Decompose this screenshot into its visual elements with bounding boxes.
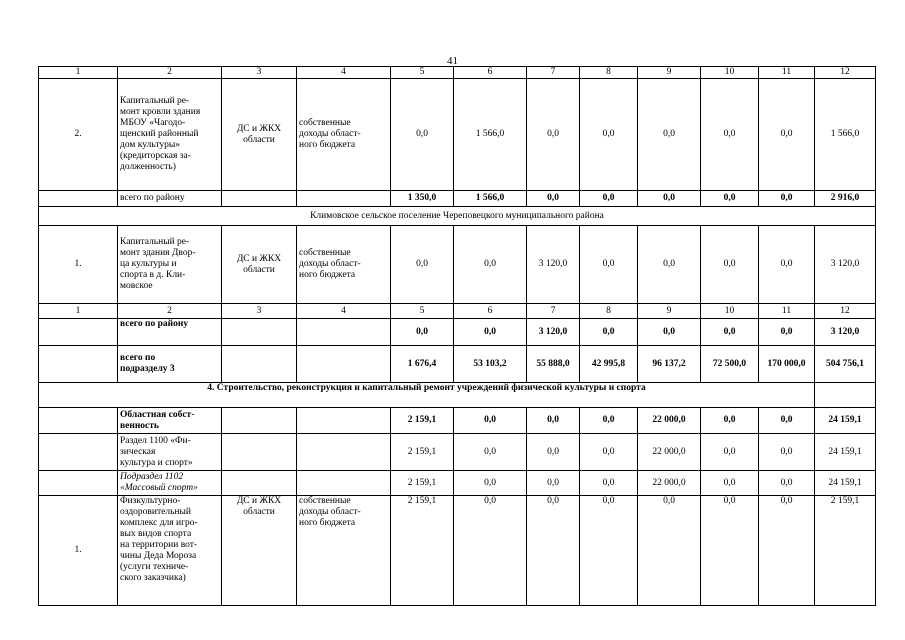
funding-source: собственные доходы област- ного бюджета (297, 496, 391, 606)
value-cell: 0,0 (638, 191, 701, 207)
value-cell: 0,0 (638, 496, 701, 606)
value-cell: 0,0 (454, 319, 527, 346)
table-row (39, 434, 876, 471)
column-number: 9 (638, 67, 701, 79)
executor: ДС и ЖКХ области (222, 79, 297, 191)
value-cell: 3 120,0 (815, 319, 876, 346)
executor: ДС и ЖКХ области (222, 496, 297, 606)
value-cell: 0,0 (701, 434, 759, 471)
value-cell: 2 159,1 (391, 434, 454, 471)
value-cell: 0,0 (701, 191, 759, 207)
value-cell: 0,0 (759, 226, 815, 304)
executor: ДС и ЖКХ области (222, 226, 297, 304)
column-number: 5 (391, 67, 454, 79)
value-cell: 0,0 (527, 434, 580, 471)
value-cell: 0,0 (391, 79, 454, 191)
value-cell: 0,0 (759, 79, 815, 191)
total-label: всего по району (118, 191, 222, 207)
value-cell: 3 120,0 (527, 226, 580, 304)
column-number: 2 (118, 67, 222, 79)
column-number-row (39, 67, 876, 79)
object-name: Капитальный ре- монт здания Двор- ца культуры и спорта в д. Кли- мовское (118, 226, 222, 304)
value-cell: 0,0 (701, 319, 759, 346)
value-cell: 24 159,1 (815, 408, 876, 434)
value-cell: 504 756,1 (815, 346, 876, 383)
value-cell: 22 000,0 (638, 408, 701, 434)
row-number: 2. (39, 79, 118, 191)
value-cell: 0,0 (580, 226, 638, 304)
value-cell: 2 159,1 (391, 408, 454, 434)
funding-source: собственные доходы област- ного бюджета (297, 79, 391, 191)
column-number: 1 (39, 67, 118, 79)
value-cell: 0,0 (701, 79, 759, 191)
column-number: 12 (815, 67, 876, 79)
value-cell: 0,0 (759, 319, 815, 346)
section-title: 4. Строительство, реконструкция и капитальный ремонт учреждений физической культуры и спорта (39, 383, 815, 408)
value-cell: 0,0 (391, 319, 454, 346)
column-number: 11 (759, 304, 815, 319)
row-label: Областная собст- венность (118, 408, 222, 434)
column-number: 7 (527, 304, 580, 319)
table-row (39, 496, 876, 606)
value-cell: 72 500,0 (701, 346, 759, 383)
value-cell: 22 000,0 (638, 434, 701, 471)
value-cell: 0,0 (701, 496, 759, 606)
column-number: 10 (701, 67, 759, 79)
value-cell: 0,0 (580, 434, 638, 471)
section-title: Климовское сельское поселение Череповецкого муниципального района (39, 207, 876, 226)
value-cell: 0,0 (638, 79, 701, 191)
section-row (39, 383, 876, 408)
value-cell: 96 137,2 (638, 346, 701, 383)
column-number: 12 (815, 304, 876, 319)
value-cell: 0,0 (759, 471, 815, 496)
value-cell: 0,0 (527, 79, 580, 191)
value-cell: 0,0 (454, 408, 527, 434)
object-name: Капитальный ре- монт кровли здания МБОУ «Чагодо- щенский районный дом культуры» (кредиторская за- долженность) (118, 79, 222, 191)
row-label: Раздел 1100 «Фи- зическая культура и спорт» (118, 434, 222, 471)
value-cell: 1 676,4 (391, 346, 454, 383)
column-number: 9 (638, 304, 701, 319)
object-name: Физкультурно- оздоровительный комплекс для игро- вых видов спорта на территории вот- чины Деда Мороза (услуги техниче- ского заказчика) (118, 496, 222, 606)
table-row (39, 79, 876, 191)
value-cell: 1 350,0 (391, 191, 454, 207)
value-cell: 0,0 (454, 434, 527, 471)
table-row (39, 319, 876, 346)
column-number: 8 (580, 67, 638, 79)
table-row (39, 226, 876, 304)
value-cell: 0,0 (759, 191, 815, 207)
value-cell: 2 916,0 (815, 191, 876, 207)
value-cell: 0,0 (759, 496, 815, 606)
column-number: 6 (454, 67, 527, 79)
value-cell: 3 120,0 (815, 226, 876, 304)
budget-table (38, 66, 876, 606)
value-cell: 2 159,1 (391, 471, 454, 496)
value-cell: 22 000,0 (638, 471, 701, 496)
value-cell: 0,0 (701, 226, 759, 304)
column-number: 10 (701, 304, 759, 319)
value-cell: 0,0 (759, 408, 815, 434)
value-cell: 0,0 (391, 226, 454, 304)
value-cell: 42 995,8 (580, 346, 638, 383)
value-cell: 0,0 (527, 496, 580, 606)
value-cell: 3 120,0 (527, 319, 580, 346)
column-number: 6 (454, 304, 527, 319)
column-number: 5 (391, 304, 454, 319)
row-label: Подраздел 1102 «Массовый спорт» (118, 471, 222, 496)
value-cell: 0,0 (580, 79, 638, 191)
value-cell: 1 566,0 (454, 79, 527, 191)
value-cell: 0,0 (701, 471, 759, 496)
column-number: 4 (297, 304, 391, 319)
column-number: 4 (297, 67, 391, 79)
row-number: 1. (39, 226, 118, 304)
value-cell: 170 000,0 (759, 346, 815, 383)
table-row (39, 408, 876, 434)
value-cell: 0,0 (527, 471, 580, 496)
value-cell: 0,0 (454, 471, 527, 496)
total-label: всего по подразделу 3 (118, 346, 222, 383)
value-cell: 0,0 (580, 496, 638, 606)
value-cell: 55 888,0 (527, 346, 580, 383)
column-number: 7 (527, 67, 580, 79)
value-cell: 53 103,2 (454, 346, 527, 383)
value-cell: 1 566,0 (454, 191, 527, 207)
value-cell: 0,0 (638, 226, 701, 304)
value-cell: 0,0 (580, 408, 638, 434)
value-cell: 0,0 (580, 319, 638, 346)
row-number: 1. (39, 496, 118, 606)
value-cell: 0,0 (527, 408, 580, 434)
value-cell: 0,0 (527, 191, 580, 207)
value-cell: 0,0 (580, 471, 638, 496)
column-number-row (39, 304, 876, 319)
value-cell: 0,0 (580, 191, 638, 207)
table-row (39, 471, 876, 496)
value-cell: 24 159,1 (815, 471, 876, 496)
value-cell: 1 566,0 (815, 79, 876, 191)
column-number: 1 (39, 304, 118, 319)
column-number: 11 (759, 67, 815, 79)
value-cell: 2 159,1 (391, 496, 454, 606)
column-number: 3 (222, 304, 297, 319)
value-cell: 0,0 (454, 226, 527, 304)
table-row (39, 346, 876, 383)
value-cell: 0,0 (701, 408, 759, 434)
column-number: 3 (222, 67, 297, 79)
total-label: всего по району (118, 319, 222, 346)
value-cell: 2 159,1 (815, 496, 876, 606)
value-cell: 24 159,1 (815, 434, 876, 471)
column-number: 2 (118, 304, 222, 319)
page-number: 41 (447, 55, 458, 67)
table-row (39, 191, 876, 207)
value-cell: 0,0 (638, 319, 701, 346)
value-cell: 0,0 (759, 434, 815, 471)
section-row (39, 207, 876, 226)
value-cell: 0,0 (454, 496, 527, 606)
funding-source: собственные доходы област- ного бюджета (297, 226, 391, 304)
column-number: 8 (580, 304, 638, 319)
